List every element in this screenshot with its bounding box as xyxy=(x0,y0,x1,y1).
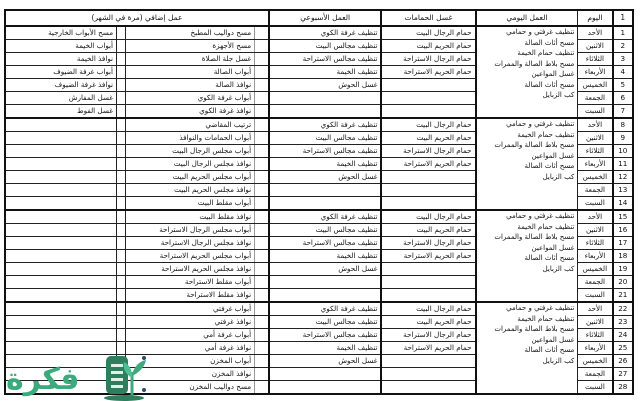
weekly-task-cell: تنظيف الخيمة xyxy=(269,66,382,79)
spacer-cell xyxy=(255,316,269,329)
bathroom-cell xyxy=(381,276,475,289)
day-number-cell: 25 xyxy=(613,342,633,355)
bathroom-cell: حمام الحريم البيت xyxy=(381,316,475,329)
monthly-task-cell-secondary xyxy=(5,263,117,276)
day-number-cell: 5 xyxy=(613,79,633,92)
day-number-cell: 2 xyxy=(613,40,633,53)
bathroom-cell xyxy=(381,171,475,184)
logo-text: فكرة xyxy=(6,362,80,397)
bathroom-cell xyxy=(381,92,475,105)
day-name-cell: السبت xyxy=(578,105,613,119)
day-name-cell: الثلاثاء xyxy=(578,53,613,66)
bathroom-cell xyxy=(381,79,475,92)
spacer-cell xyxy=(117,118,126,132)
monthly-task-cell: أبواب غرفتي xyxy=(126,302,255,316)
spacer-cell xyxy=(117,224,126,237)
day-name-cell: الثلاثاء xyxy=(578,145,613,158)
monthly-task-cell: أبواب غرفة أمي xyxy=(126,329,255,342)
daily-task-item: غسل المواعين xyxy=(531,151,575,160)
bathroom-cell xyxy=(381,289,475,303)
day-number-cell: 9 xyxy=(613,132,633,145)
monthly-task-cell-secondary xyxy=(5,171,117,184)
day-number-cell: 12 xyxy=(613,171,633,184)
spacer-cell xyxy=(255,355,269,368)
monthly-task-cell: نوافذ الصالة xyxy=(126,79,255,92)
spacer-cell xyxy=(255,224,269,237)
day-number-cell: 15 xyxy=(613,210,633,224)
spacer-cell xyxy=(255,40,269,53)
weekly-task-cell: تنظيف مجالس الاستراحة xyxy=(269,145,382,158)
schedule-body xyxy=(5,26,633,394)
monthly-task-cell: مسح الأجهزة xyxy=(126,40,255,53)
daily-task-item: مسح أثاث الصالة xyxy=(524,38,575,47)
weekly-task-cell: تنظيف مجالس الاستراحة xyxy=(269,53,382,66)
monthly-task-cell: أبواب المخزن xyxy=(126,355,255,368)
monthly-task-cell-secondary xyxy=(5,250,117,263)
spacer-cell xyxy=(255,145,269,158)
spacer-cell xyxy=(255,302,269,316)
spacer-cell xyxy=(255,158,269,171)
bathroom-cell xyxy=(381,355,475,368)
daily-task-item: مسح بلاط الصالة والممرات xyxy=(494,233,575,241)
monthly-task-cell: أبواب الحمامات والنوافذ xyxy=(126,132,255,145)
spacer-cell xyxy=(255,329,269,342)
monthly-task-cell-secondary xyxy=(5,145,117,158)
monthly-task-cell: نوافذ مقلط البيت xyxy=(126,210,255,224)
bathroom-cell: حمام الحريم الاستراحة xyxy=(381,250,475,263)
weekly-task-cell: غسل الحوش xyxy=(269,263,382,276)
monthly-task-cell-secondary: غسل الفوط xyxy=(5,105,117,119)
monthly-task-cell: نوافذ المخزن xyxy=(126,368,255,381)
weekly-task-cell xyxy=(269,184,382,197)
weekly-task-cell: تنظيف غرفة الكوي xyxy=(269,26,382,40)
daily-tasks-cell xyxy=(476,26,578,118)
spacer-cell xyxy=(117,132,126,145)
monthly-task-cell: مسح دواليب المطبخ xyxy=(126,26,255,40)
day-name-cell: السبت xyxy=(578,289,613,303)
day-number-cell: 26 xyxy=(613,355,633,368)
spacer-cell xyxy=(117,92,126,105)
daily-task-item: مسح بلاط الصالة والممرات xyxy=(494,59,575,68)
weekly-task-cell: تنظيف مجالس البيت xyxy=(269,40,382,53)
daily-task-item: تنظيف حمام الخيمة xyxy=(517,314,575,323)
bathroom-cell: حمام الرجال البيت xyxy=(381,302,475,316)
weekly-task-cell: تنظيف مجالس البيت xyxy=(269,132,382,145)
day-number-cell: 23 xyxy=(613,316,633,329)
monthly-task-cell: أبواب الصالة xyxy=(126,66,255,79)
spacer-cell xyxy=(117,171,126,184)
spacer-cell xyxy=(117,184,126,197)
day-name-cell: الاثنين xyxy=(578,224,613,237)
bathroom-cell xyxy=(381,197,475,211)
spacer-cell xyxy=(255,197,269,211)
daily-task-item: مسح بلاط الصالة والممرات xyxy=(494,141,575,149)
header-monthly-work: عمل إضافي (مرة في الشهر) xyxy=(5,10,269,26)
header-day: اليوم xyxy=(578,10,613,26)
monthly-task-cell: أبواب مقلط الاستراحة xyxy=(126,276,255,289)
daily-task-item: مسح بلاط الصالة والممرات xyxy=(494,325,575,333)
bathroom-cell: حمام الرجال البيت xyxy=(381,118,475,132)
bathroom-cell: حمام الحريم الاستراحة xyxy=(381,66,475,79)
spacer-cell xyxy=(255,263,269,276)
day-number-cell: 8 xyxy=(613,118,633,132)
day-name-cell: الجمعة xyxy=(578,184,613,197)
weekly-task-cell xyxy=(269,381,382,395)
day-name-cell: الاثنين xyxy=(578,316,613,329)
monthly-task-cell-secondary xyxy=(5,289,117,303)
daily-task-item: كب الزبايل xyxy=(542,264,575,273)
monthly-task-cell: ترتيب المقاضي xyxy=(126,118,255,132)
weekly-task-cell: تنظيف الخيمة xyxy=(269,342,382,355)
day-number-cell: 3 xyxy=(613,53,633,66)
monthly-task-cell: نوافذ غرفتي xyxy=(126,316,255,329)
weekly-task-cell: تنظيف مجالس البيت xyxy=(269,316,382,329)
day-name-cell: الاثنين xyxy=(578,40,613,53)
day-name-cell: الخميس xyxy=(578,263,613,276)
bathroom-cell: حمام الحريم البيت xyxy=(381,132,475,145)
header-num: 1 xyxy=(613,10,633,26)
weekly-task-cell: غسل الحوش xyxy=(269,79,382,92)
monthly-task-cell-secondary xyxy=(5,224,117,237)
monthly-task-cell: نوافذ مجلس الرجال البيت xyxy=(126,158,255,171)
day-name-cell: الخميس xyxy=(578,171,613,184)
day-number-cell: 4 xyxy=(613,66,633,79)
day-number-cell: 22 xyxy=(613,302,633,316)
monthly-task-cell: نوافذ مجلس الحريم البيت xyxy=(126,184,255,197)
day-number-cell: 16 xyxy=(613,224,633,237)
daily-task-item: غسل المواعين xyxy=(531,70,575,78)
spacer-cell xyxy=(117,289,126,303)
monthly-task-cell: نوافذ مجلس الحريم الاستراحة xyxy=(126,263,255,276)
weekly-task-cell: تنظيف غرفة الكوي xyxy=(269,118,382,132)
weekly-task-cell: تنظيف مجالس الاستراحة xyxy=(269,237,382,250)
spacer-cell xyxy=(255,237,269,250)
table-row xyxy=(5,210,633,224)
header-weekly-work: العمل الأسبوعي xyxy=(269,10,382,26)
spacer-cell xyxy=(117,276,126,289)
weekly-task-cell xyxy=(269,289,382,303)
weekly-task-cell: تنظيف غرفة الكوي xyxy=(269,302,382,316)
spacer-cell xyxy=(117,66,126,79)
spacer-cell xyxy=(255,79,269,92)
day-name-cell: الأربعاء xyxy=(578,66,613,79)
bathroom-cell: حمام الرجال البيت xyxy=(381,26,475,40)
header-daily-work: العمل اليومي xyxy=(476,10,578,26)
spacer-cell xyxy=(255,118,269,132)
spacer-cell xyxy=(117,40,126,53)
spacer-cell xyxy=(255,368,269,381)
daily-tasks-cell xyxy=(476,118,578,210)
bathroom-cell: حمام الرجال الاستراحة xyxy=(381,329,475,342)
daily-task-item: تنظيف غرفتي و حمامي xyxy=(506,212,575,220)
bathroom-cell: حمام الحريم البيت xyxy=(381,40,475,53)
spacer-cell xyxy=(255,171,269,184)
day-name-cell: الأحد xyxy=(578,302,613,316)
daily-task-item: تنظيف حمام الخيمة xyxy=(517,222,575,231)
daily-task-item: تنظيف غرفتي و حمامي xyxy=(506,304,575,312)
daily-task-item: تنظيف حمام الخيمة xyxy=(517,49,575,57)
weekly-task-cell: غسل الحوش xyxy=(269,171,382,184)
monthly-task-cell-secondary xyxy=(5,237,117,250)
day-name-cell: الأربعاء xyxy=(578,250,613,263)
weekly-task-cell: تنظيف مجالس الاستراحة xyxy=(269,329,382,342)
weekly-task-cell xyxy=(269,368,382,381)
monthly-task-cell: أبواب مجلس الرجال الاستراحة xyxy=(126,224,255,237)
spacer-cell xyxy=(117,302,126,316)
daily-tasks-cell xyxy=(476,302,578,394)
table-row xyxy=(5,302,633,316)
monthly-task-cell: نوافذ مجلس الرجال الاستراحة xyxy=(126,237,255,250)
day-name-cell: الجمعة xyxy=(578,368,613,381)
spacer-cell xyxy=(255,105,269,119)
monthly-task-cell-secondary xyxy=(5,276,117,289)
day-number-cell: 11 xyxy=(613,158,633,171)
monthly-task-cell: أبواب مجلس الحريم الاستراحة xyxy=(126,250,255,263)
spacer-cell xyxy=(117,145,126,158)
spacer-cell xyxy=(255,276,269,289)
spacer-cell xyxy=(255,132,269,145)
day-number-cell: 13 xyxy=(613,184,633,197)
monthly-task-cell: مسح دواليب المخزن xyxy=(126,381,255,395)
spacer-cell xyxy=(255,53,269,66)
day-number-cell: 28 xyxy=(613,381,633,395)
day-number-cell: 21 xyxy=(613,289,633,303)
spacer-cell xyxy=(117,197,126,211)
day-name-cell: الأحد xyxy=(578,210,613,224)
spacer-cell xyxy=(117,53,126,66)
day-number-cell: 27 xyxy=(613,368,633,381)
fikra-watermark-logo xyxy=(2,352,152,401)
monthly-task-cell: أبواب مجلس الحريم البيت xyxy=(126,171,255,184)
day-name-cell: الخميس xyxy=(578,79,613,92)
bathroom-cell xyxy=(381,105,475,119)
table-row xyxy=(5,26,633,40)
monthly-task-cell-secondary xyxy=(5,210,117,224)
spacer-cell xyxy=(255,250,269,263)
header-bathrooms: غسل الحمامات xyxy=(381,10,475,26)
day-number-cell: 24 xyxy=(613,329,633,342)
spacer-cell xyxy=(117,237,126,250)
monthly-task-cell-secondary: مسح الأبواب الخارجية xyxy=(5,26,117,40)
spacer-cell xyxy=(117,210,126,224)
bathroom-cell: حمام الرجال الاستراحة xyxy=(381,237,475,250)
monthly-task-cell-secondary: نوافذ الخيمة xyxy=(5,53,117,66)
weekly-task-cell: تنظيف الخيمة xyxy=(269,250,382,263)
bathroom-cell: حمام الحريم الاستراحة xyxy=(381,342,475,355)
daily-task-item: غسل المواعين xyxy=(531,335,575,344)
spacer-cell xyxy=(117,26,126,40)
daily-task-item: مسح أثاث الصالة xyxy=(524,80,575,89)
monthly-task-cell-secondary xyxy=(5,132,117,145)
day-number-cell: 18 xyxy=(613,250,633,263)
daily-task-item: غسل المواعين xyxy=(531,243,575,252)
daily-task-item: مسح أثاث الصالة xyxy=(524,346,575,354)
daily-tasks-cell xyxy=(476,210,578,302)
bathroom-cell: حمام الرجال البيت xyxy=(381,210,475,224)
bathroom-cell xyxy=(381,184,475,197)
spacer-cell xyxy=(255,289,269,303)
spacer-cell xyxy=(117,105,126,119)
monthly-task-cell: نوافذ غرفة أمي xyxy=(126,342,255,355)
bathroom-cell xyxy=(381,381,475,395)
bathroom-cell: حمام الرجال الاستراحة xyxy=(381,145,475,158)
day-name-cell: الأحد xyxy=(578,26,613,40)
day-name-cell: الأحد xyxy=(578,118,613,132)
day-name-cell: الأربعاء xyxy=(578,342,613,355)
spacer-cell xyxy=(117,263,126,276)
monthly-task-cell-secondary xyxy=(5,316,117,329)
day-number-cell: 6 xyxy=(613,92,633,105)
spacer-cell xyxy=(255,66,269,79)
monthly-task-cell-secondary: نوافذ غرفة الضيوف xyxy=(5,79,117,92)
day-number-cell: 20 xyxy=(613,276,633,289)
spacer-cell xyxy=(255,184,269,197)
day-name-cell: الأربعاء xyxy=(578,158,613,171)
bathroom-cell xyxy=(381,263,475,276)
spacer-cell xyxy=(117,329,126,342)
day-name-cell: الخميس xyxy=(578,355,613,368)
day-number-cell: 7 xyxy=(613,105,633,119)
monthly-task-cell-secondary xyxy=(5,184,117,197)
monthly-task-cell: أبواب غرفة الكوي xyxy=(126,92,255,105)
day-name-cell: الثلاثاء xyxy=(578,329,613,342)
spacer-cell xyxy=(255,381,269,395)
weekly-task-cell: تنظيف الخيمة xyxy=(269,158,382,171)
weekly-task-cell xyxy=(269,276,382,289)
table-row xyxy=(5,118,633,132)
monthly-task-cell-secondary xyxy=(5,158,117,171)
daily-task-item: تنظيف غرفتي و حمامي xyxy=(506,28,575,36)
document-plant-icon xyxy=(102,352,150,401)
bathroom-cell: حمام الرجال الاستراحة xyxy=(381,53,475,66)
spacer-cell xyxy=(255,92,269,105)
daily-task-item: تنظيف حمام الخيمة xyxy=(517,130,575,139)
daily-task-item: كب الزبايل xyxy=(542,356,575,365)
spacer-cell xyxy=(255,26,269,40)
monthly-task-cell-secondary xyxy=(5,329,117,342)
day-number-cell: 10 xyxy=(613,145,633,158)
monthly-task-cell-secondary: أبواب غرفة الضيوف xyxy=(5,66,117,79)
monthly-task-cell: نوافذ مقلط الاستراحة xyxy=(126,289,255,303)
weekly-task-cell: تنظيف غرفة الكوي xyxy=(269,210,382,224)
daily-task-item: مسح أثاث الصالة xyxy=(524,162,575,170)
day-number-cell: 14 xyxy=(613,197,633,211)
monthly-task-cell-secondary xyxy=(5,118,117,132)
bathroom-cell: حمام الحريم الاستراحة xyxy=(381,158,475,171)
monthly-task-cell: نوافذ غرفة الكوي xyxy=(126,105,255,119)
weekly-task-cell xyxy=(269,105,382,119)
spacer-cell xyxy=(117,158,126,171)
weekly-task-cell: غسل الحوش xyxy=(269,355,382,368)
weekly-task-cell xyxy=(269,197,382,211)
weekly-task-cell xyxy=(269,92,382,105)
day-name-cell: السبت xyxy=(578,381,613,395)
monthly-task-cell: غسل جلة الصلاة xyxy=(126,53,255,66)
monthly-task-cell: أبواب مقلط البيت xyxy=(126,197,255,211)
weekly-task-cell: تنظيف مجالس البيت xyxy=(269,224,382,237)
day-name-cell: السبت xyxy=(578,197,613,211)
cleaning-schedule-table xyxy=(4,9,634,395)
daily-task-item: مسح أثاث الصالة xyxy=(524,254,575,262)
spacer-cell xyxy=(117,316,126,329)
monthly-task-cell-secondary xyxy=(5,197,117,211)
monthly-task-cell: أبواب مجلس الرجال البيت xyxy=(126,145,255,158)
bathroom-cell xyxy=(381,368,475,381)
monthly-task-cell-secondary xyxy=(5,302,117,316)
daily-task-item: كب الزبايل xyxy=(542,91,575,99)
day-number-cell: 1 xyxy=(613,26,633,40)
spacer-cell xyxy=(117,250,126,263)
day-number-cell: 17 xyxy=(613,237,633,250)
day-name-cell: الثلاثاء xyxy=(578,237,613,250)
monthly-task-cell-secondary: غسل المفارش xyxy=(5,92,117,105)
spacer-cell xyxy=(255,210,269,224)
day-name-cell: الجمعة xyxy=(578,92,613,105)
monthly-task-cell-secondary: أبواب الخيمة xyxy=(5,40,117,53)
daily-task-item: تنظيف غرفتي و حمامي xyxy=(506,120,575,128)
day-name-cell: الاثنين xyxy=(578,132,613,145)
day-name-cell: الجمعة xyxy=(578,276,613,289)
header-row xyxy=(5,10,633,26)
daily-task-item: كب الزبايل xyxy=(542,172,575,181)
spacer-cell xyxy=(255,342,269,355)
day-number-cell: 19 xyxy=(613,263,633,276)
bathroom-cell: حمام الحريم البيت xyxy=(381,224,475,237)
spacer-cell xyxy=(117,79,126,92)
